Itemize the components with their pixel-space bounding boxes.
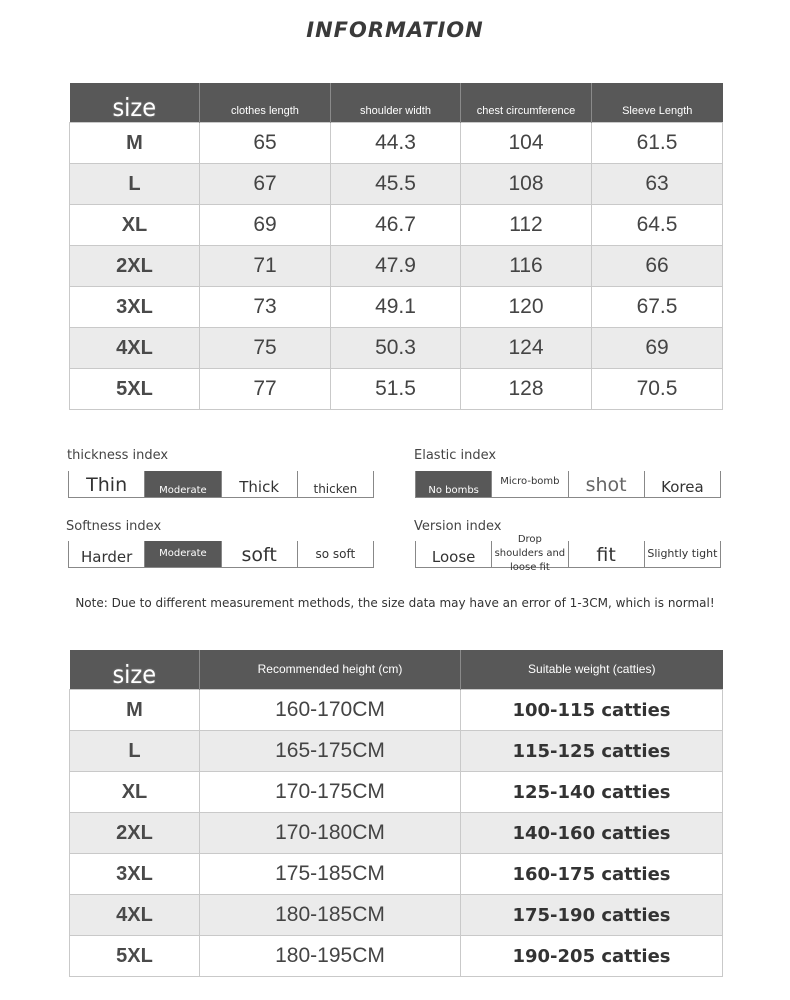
size-cell: 5XL [70, 936, 200, 977]
table-cell: 67.5 [592, 287, 723, 328]
table-cell: 112 [461, 205, 592, 246]
weight-cell: 125-140 catties [461, 772, 723, 813]
table-cell: 128 [461, 369, 592, 410]
size-cell: M [70, 690, 200, 731]
thickness-index-scale [68, 471, 374, 498]
table-cell: 49.1 [331, 287, 461, 328]
elastic-option-no-bombs: No bombs [415, 471, 491, 497]
size-cell: M [70, 123, 200, 164]
size-cell: XL [70, 205, 200, 246]
elastic-index-label: Elastic index [414, 448, 497, 463]
table-cell: 64.5 [592, 205, 723, 246]
size-cell: 4XL [70, 895, 200, 936]
header-recommended-height: Recommended height (cm) [200, 650, 461, 690]
table-cell: 124 [461, 328, 592, 369]
table-row [70, 287, 723, 328]
size-cell: 2XL [70, 246, 200, 287]
table-header-row [70, 83, 723, 123]
elastic-option-shot: shot [568, 471, 644, 497]
table-row [70, 813, 723, 854]
size-cell: XL [70, 772, 200, 813]
table-row [70, 205, 723, 246]
elastic-index-scale [415, 471, 721, 498]
weight-cell: 140-160 catties [461, 813, 723, 854]
table-row [70, 936, 723, 977]
thickness-option-thick: Thick [221, 471, 297, 497]
softness-option-so-soft: so soft [297, 541, 374, 567]
page-title: INFORMATION [306, 18, 484, 42]
header-shoulder-width: shoulder width [331, 83, 461, 123]
table-cell: 116 [461, 246, 592, 287]
size-cell: 4XL [70, 328, 200, 369]
table-cell: 63 [592, 164, 723, 205]
table-cell: 50.3 [331, 328, 461, 369]
table-cell: 61.5 [592, 123, 723, 164]
table-cell: 47.9 [331, 246, 461, 287]
table-cell: 70.5 [592, 369, 723, 410]
thickness-index-label: thickness index [67, 448, 169, 463]
size-cell: 3XL [70, 287, 200, 328]
table-row [70, 690, 723, 731]
softness-option-soft: soft [221, 541, 297, 567]
table-header-row [70, 650, 723, 690]
version-index-scale [415, 533, 721, 573]
thickness-option-thicken: thicken [297, 471, 374, 497]
version-option-drop-shoulders: Drop shoulders and loose fit [491, 541, 567, 567]
header-chest-circumference: chest circumference [461, 83, 592, 123]
header-size: size [70, 83, 200, 123]
table-cell: 65 [200, 123, 331, 164]
weight-cell: 160-175 catties [461, 854, 723, 895]
version-option-loose: Loose [415, 541, 491, 567]
table-cell: 45.5 [331, 164, 461, 205]
table-cell: 73 [200, 287, 331, 328]
height-cell: 180-185CM [200, 895, 461, 936]
table-row [70, 772, 723, 813]
height-cell: 160-170CM [200, 690, 461, 731]
size-cell: 3XL [70, 854, 200, 895]
table-cell: 77 [200, 369, 331, 410]
thickness-option-thin: Thin [68, 471, 144, 497]
elastic-option-micro-bomb: Micro-bomb [491, 471, 567, 497]
table-cell: 69 [200, 205, 331, 246]
size-measurement-table [69, 83, 723, 410]
table-cell: 69 [592, 328, 723, 369]
height-cell: 165-175CM [200, 731, 461, 772]
table-row [70, 731, 723, 772]
height-cell: 175-185CM [200, 854, 461, 895]
size-cell: 2XL [70, 813, 200, 854]
softness-index-scale [68, 541, 374, 568]
weight-cell: 190-205 catties [461, 936, 723, 977]
thickness-option-moderate: Moderate [144, 471, 220, 497]
weight-cell: 100-115 catties [461, 690, 723, 731]
height-cell: 170-175CM [200, 772, 461, 813]
table-row [70, 328, 723, 369]
table-cell: 66 [592, 246, 723, 287]
softness-option-harder: Harder [68, 541, 144, 567]
height-cell: 170-180CM [200, 813, 461, 854]
softness-option-moderate: Moderate [144, 541, 220, 567]
table-cell: 75 [200, 328, 331, 369]
height-cell: 180-195CM [200, 936, 461, 977]
header-suitable-weight: Suitable weight (catties) [461, 650, 723, 690]
table-cell: 46.7 [331, 205, 461, 246]
version-option-fit: fit [568, 541, 644, 567]
version-index-label: Version index [414, 519, 502, 534]
weight-cell: 115-125 catties [461, 731, 723, 772]
table-cell: 120 [461, 287, 592, 328]
measurement-note: Note: Due to different measurement methods, the size data may have an error of 1-3CM, which is normal! [75, 596, 715, 610]
header-clothes-length: clothes length [200, 83, 331, 123]
size-cell: 5XL [70, 369, 200, 410]
table-row [70, 895, 723, 936]
size-cell: L [70, 731, 200, 772]
table-row [70, 369, 723, 410]
version-option-slightly-tight: Slightly tight [644, 541, 721, 567]
table-cell: 67 [200, 164, 331, 205]
header-sleeve-length: Sleeve Length [592, 83, 723, 123]
table-cell: 44.3 [331, 123, 461, 164]
size-recommendation-table [69, 650, 723, 977]
weight-cell: 175-190 catties [461, 895, 723, 936]
header-size: size [70, 650, 200, 690]
table-row [70, 164, 723, 205]
table-cell: 71 [200, 246, 331, 287]
elastic-option-korea: Korea [644, 471, 721, 497]
table-cell: 51.5 [331, 369, 461, 410]
table-row [70, 854, 723, 895]
size-cell: L [70, 164, 200, 205]
table-row [70, 123, 723, 164]
table-row [70, 246, 723, 287]
table-cell: 104 [461, 123, 592, 164]
softness-index-label: Softness index [66, 519, 162, 534]
table-cell: 108 [461, 164, 592, 205]
